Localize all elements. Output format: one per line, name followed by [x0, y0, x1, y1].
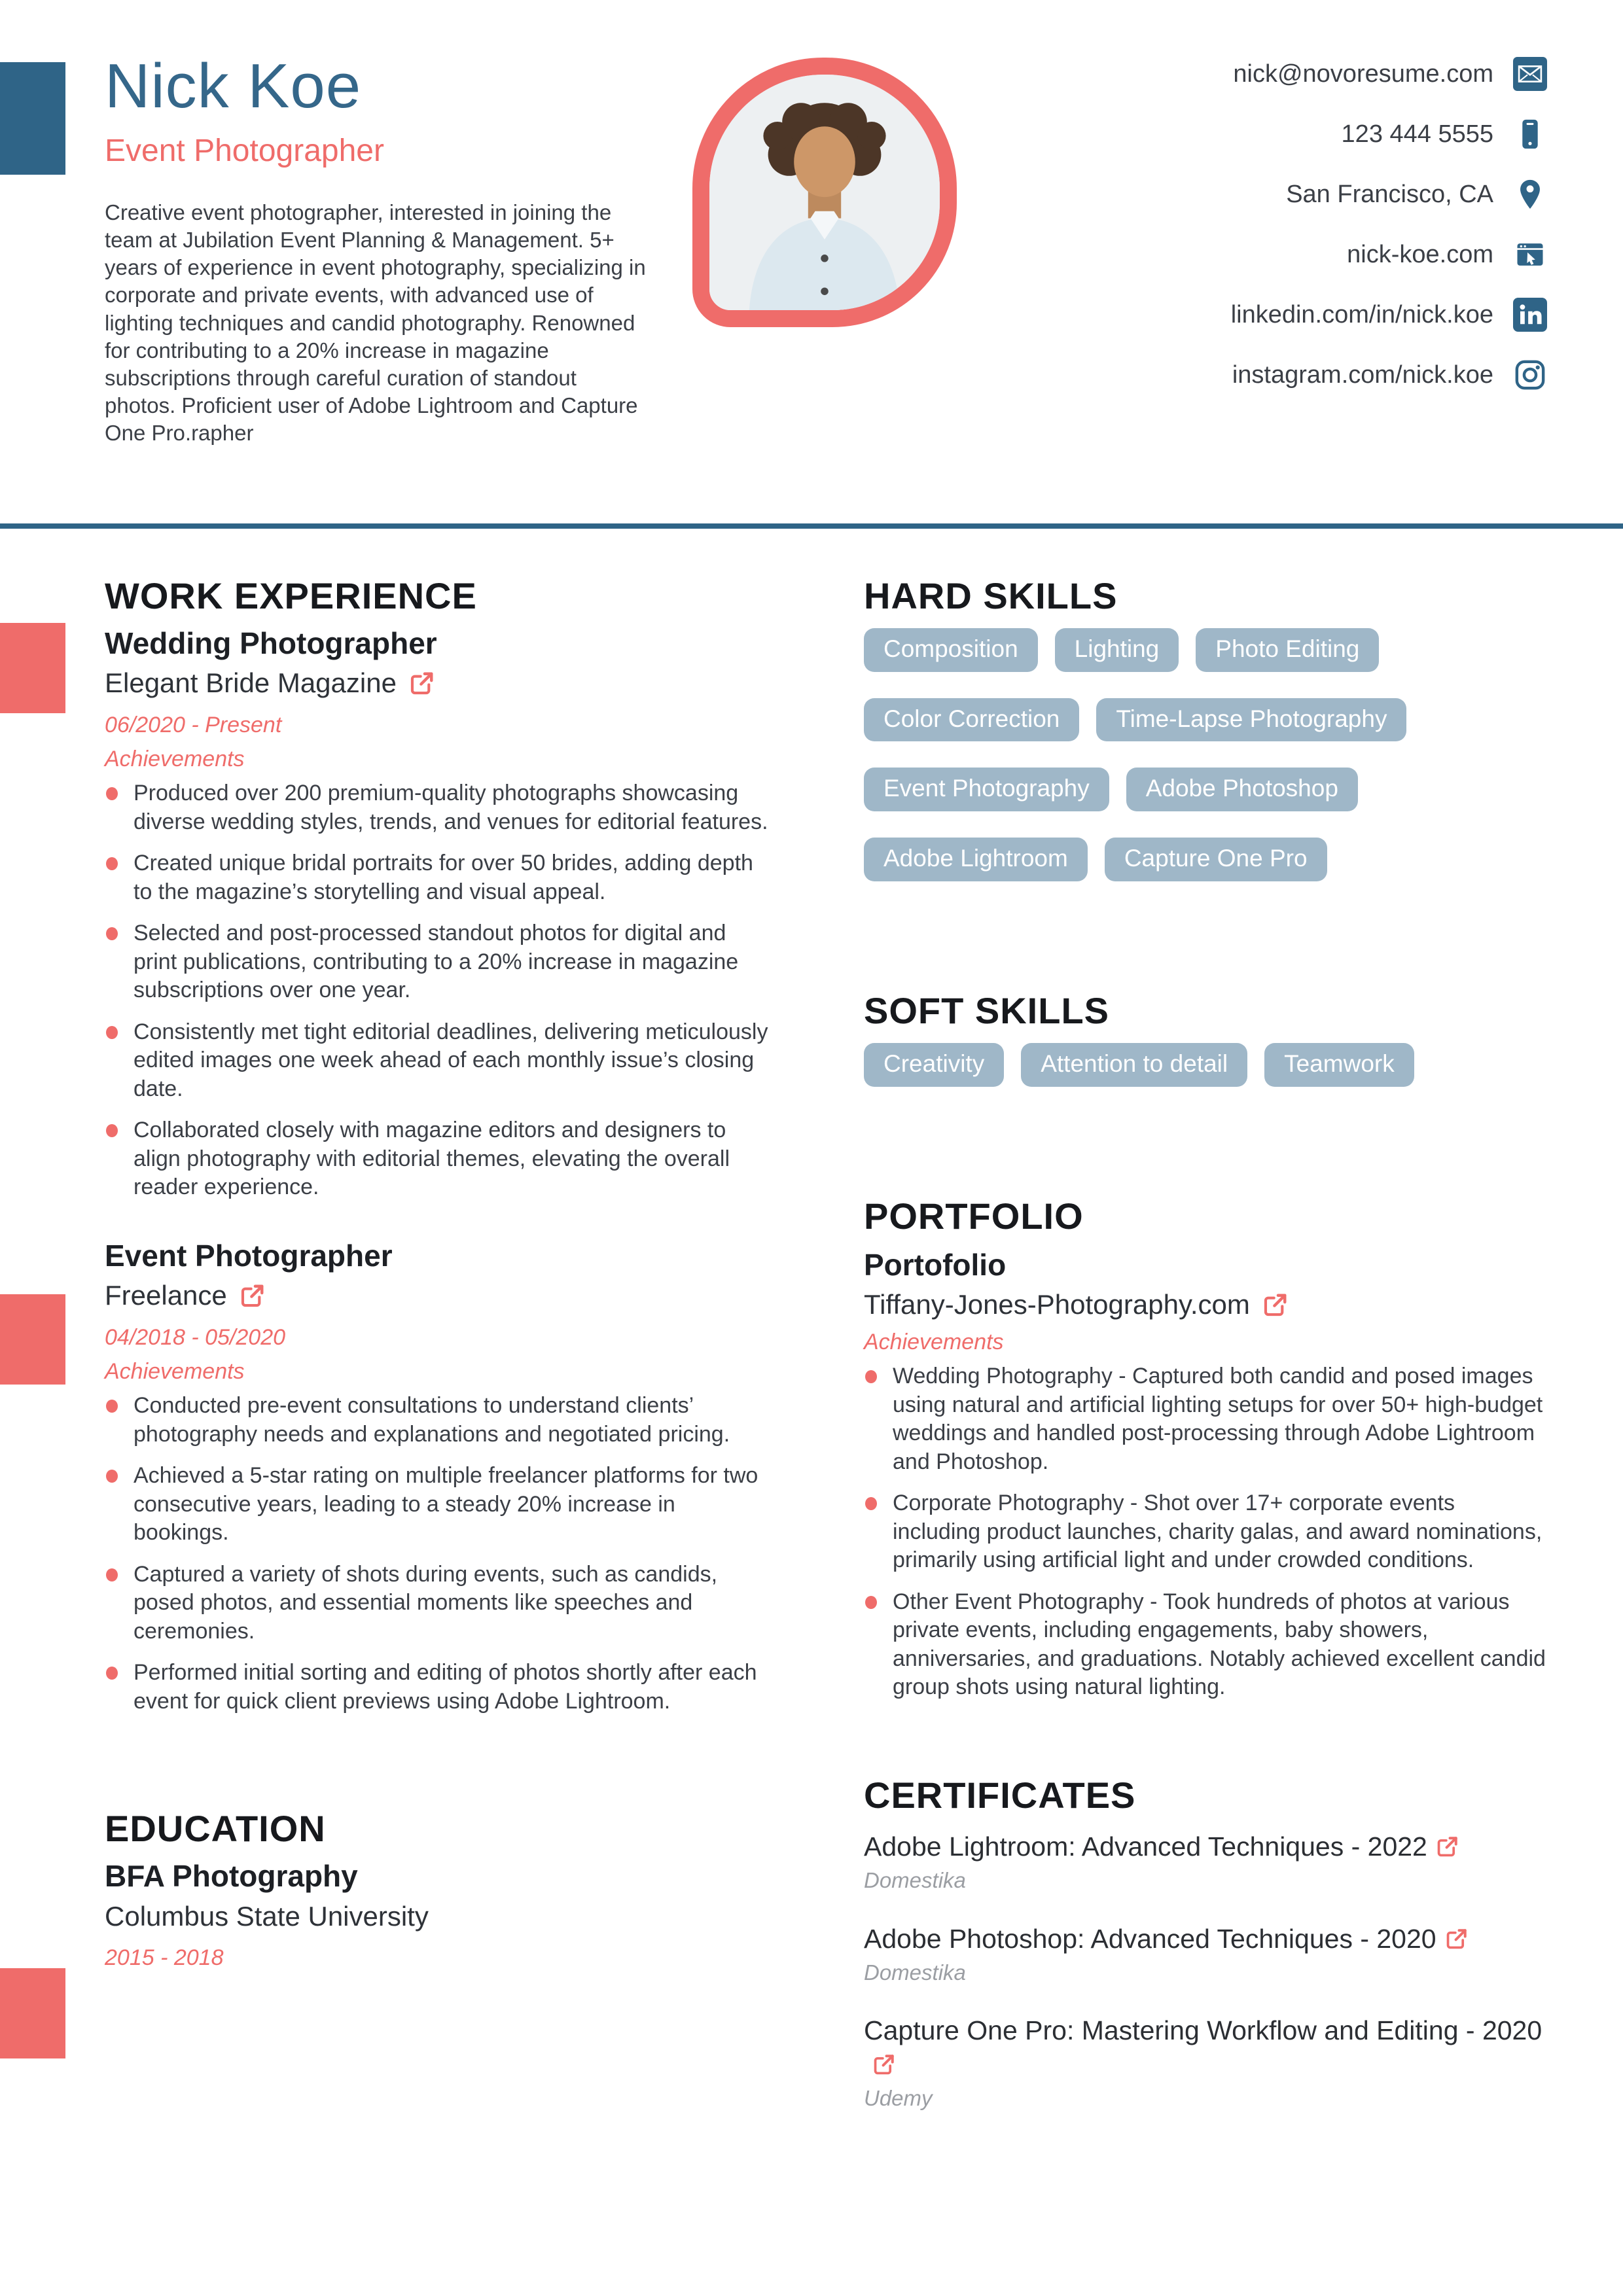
- education-entry: [105, 1858, 769, 1971]
- certificate-item: [864, 2014, 1548, 2111]
- skill-tag: Time-Lapse Photography: [1096, 698, 1406, 742]
- instagram-icon: [1513, 358, 1547, 392]
- certificate-title[interactable]: Adobe Photoshop: Advanced Techniques - 2020: [864, 1922, 1548, 1956]
- skill-tag: Photo Editing: [1196, 628, 1379, 672]
- skill-tag: Teamwork: [1264, 1043, 1414, 1087]
- accent-bar-blue: [0, 62, 65, 175]
- contact-linkedin[interactable]: [1231, 297, 1547, 332]
- achievement-bullet: Corporate Photography - Shot over 17+ corporate events including product launches, charity galas, and award nominations, primarily using artificial light and under crowded conditions.: [864, 1489, 1548, 1575]
- education-degree: BFA Photography: [105, 1859, 358, 1894]
- location-value[interactable]: San Francisco, CA: [1286, 180, 1493, 208]
- achievement-bullet: Captured a variety of shots during events, such as candids, posed photos, and essential moments like speeches and ceremonies.: [105, 1561, 769, 1646]
- portfolio-heading: PORTFOLIO: [864, 1195, 1084, 1237]
- certificate-issuer: Domestika: [864, 1960, 966, 1985]
- education-dates: 2015 - 2018: [105, 1945, 224, 1970]
- avatar: [709, 75, 940, 310]
- achievement-bullet: Selected and post-processed standout photos for digital and print publications, contributing to a 20% increase in magazine subscriptions over one year.: [105, 919, 769, 1005]
- phone-icon: [1513, 117, 1547, 151]
- achievement-bullet: Other Event Photography - Took hundreds of photos at various private events, including engagements, baby showers, anniversaries, and graduations. Notably achieved excellent candid group shots using natural lighting.: [864, 1588, 1548, 1702]
- work-experience-heading: WORK EXPERIENCE: [105, 575, 477, 616]
- job-achievements: [105, 779, 769, 1202]
- job-entry: [105, 626, 769, 1202]
- achievement-bullet: Achieved a 5-star rating on multiple freelancer platforms for two consecutive years, leading to a steady 20% increase in bookings.: [105, 1462, 769, 1547]
- portfolio-title: Portofolio: [864, 1247, 1007, 1282]
- job-company: Freelance: [105, 1280, 227, 1311]
- certificates-list: [864, 1830, 1548, 2111]
- job-dates: 04/2018 - 05/2020: [105, 1324, 286, 1350]
- email-icon: [1513, 57, 1547, 91]
- achievements-label: Achievements: [105, 747, 245, 772]
- job-achievements: [105, 1392, 769, 1716]
- external-link-icon[interactable]: [410, 671, 435, 696]
- external-link-icon[interactable]: [1436, 1835, 1459, 1858]
- hard-skills-tags: [864, 628, 1548, 881]
- profile-photo: [692, 58, 957, 327]
- skill-tag: Lighting: [1055, 628, 1179, 672]
- portfolio-link[interactable]: [864, 1288, 1548, 1321]
- profile-summary: Creative event photographer, interested in joining the team at Jubilation Event Planning & Management. 5+ years of experience in event photography, specializing in corporate and private events, with advanced use of lighting techniques and candid photography. Renowned for contributing to a 20% increase in magazine subscriptions through careful curation of standout photos. Proficient user of Adobe Lightroom and Capture One Pro.rapher: [105, 200, 646, 446]
- contact-location[interactable]: [1286, 177, 1547, 212]
- certificates-heading: CERTIFICATES: [864, 1774, 1136, 1816]
- skill-tag: Capture One Pro: [1105, 838, 1327, 881]
- achievement-bullet: Performed initial sorting and editing of photos shortly after each event for quick client previews using Adobe Lightroom.: [105, 1659, 769, 1716]
- accent-bar-red-education: [0, 1968, 65, 2058]
- skill-tag: Event Photography: [864, 768, 1109, 811]
- contact-instagram[interactable]: [1232, 357, 1547, 393]
- achievement-bullet: Consistently met tight editorial deadlines, delivering meticulously edited images one week ahead of each monthly issue’s closing date.: [105, 1018, 769, 1104]
- phone-value[interactable]: 123 444 5555: [1341, 120, 1493, 148]
- accent-bar-red-work: [0, 623, 65, 713]
- linkedin-value[interactable]: linkedin.com/in/nick.koe: [1230, 300, 1493, 328]
- skill-tag: Color Correction: [864, 698, 1079, 742]
- soft-skills-tags: [864, 1043, 1548, 1087]
- contact-phone[interactable]: [1342, 116, 1547, 152]
- achievements-label: Achievements: [864, 1330, 1004, 1355]
- person-title: Event Photographer: [105, 133, 384, 168]
- job-title: Wedding Photographer: [105, 626, 437, 661]
- skill-tag: Adobe Photoshop: [1126, 768, 1358, 811]
- header: [105, 51, 648, 448]
- soft-skills-heading: SOFT SKILLS: [864, 989, 1109, 1031]
- skill-tag: Creativity: [864, 1043, 1004, 1087]
- certificate-issuer: Udemy: [864, 2085, 933, 2110]
- achievement-bullet: Collaborated closely with magazine editors and designers to align photography with editorial themes, elevating the overall reader experience.: [105, 1116, 769, 1202]
- accent-bar-red-job2: [0, 1294, 65, 1385]
- education-school: Columbus State University: [105, 1900, 429, 1932]
- left-column: [105, 574, 769, 1971]
- header-divider: [0, 523, 1623, 529]
- external-link-icon[interactable]: [1446, 1928, 1468, 1950]
- portfolio-achievements: [864, 1362, 1548, 1702]
- certificate-item: [864, 1830, 1548, 1894]
- right-column: [864, 574, 1548, 2140]
- external-link-icon[interactable]: [240, 1283, 265, 1308]
- job-dates: 06/2020 - Present: [105, 712, 282, 737]
- linkedin-icon: [1513, 298, 1547, 332]
- website-icon: [1513, 238, 1547, 272]
- contact-website[interactable]: [1347, 237, 1547, 272]
- certificate-title[interactable]: Adobe Lightroom: Advanced Techniques - 2022: [864, 1830, 1548, 1863]
- certificate-title[interactable]: Capture One Pro: Mastering Workflow and Editing - 2020: [864, 2014, 1548, 2081]
- external-link-icon[interactable]: [873, 2053, 895, 2075]
- location-icon: [1513, 177, 1547, 211]
- achievement-bullet: Created unique bridal portraits for over 50 brides, adding depth to the magazine’s storytelling and visual appeal.: [105, 849, 769, 906]
- portfolio-url: Tiffany-Jones-Photography.com: [864, 1288, 1250, 1320]
- skill-tag: Composition: [864, 628, 1038, 672]
- certificate-item: [864, 1922, 1548, 1986]
- achievement-bullet: Produced over 200 premium-quality photographs showcasing diverse wedding styles, trends, and venues for editorial features.: [105, 779, 769, 836]
- achievements-label: Achievements: [105, 1359, 245, 1385]
- skill-tag: Adobe Lightroom: [864, 838, 1088, 881]
- education-heading: EDUCATION: [105, 1808, 326, 1850]
- contact-list: [1231, 56, 1547, 393]
- job-entry: [105, 1238, 769, 1716]
- achievement-bullet: Wedding Photography - Captured both candid and posed images using natural and artificial lighting setups for over 50+ high-budget weddings and handled post-processing through Adobe Lightroom and Photoshop.: [864, 1362, 1548, 1476]
- job-company-link[interactable]: [105, 667, 769, 699]
- certificate-issuer: Domestika: [864, 1868, 966, 1893]
- email-value[interactable]: nick@novoresume.com: [1233, 60, 1493, 88]
- external-link-icon[interactable]: [1263, 1292, 1288, 1317]
- instagram-value[interactable]: instagram.com/nick.koe: [1232, 361, 1493, 389]
- person-name: Nick Koe: [105, 51, 362, 121]
- job-title: Event Photographer: [105, 1238, 393, 1273]
- contact-email[interactable]: [1233, 56, 1547, 92]
- job-company: Elegant Bride Magazine: [105, 667, 397, 699]
- hard-skills-heading: HARD SKILLS: [864, 575, 1118, 616]
- skill-tag: Attention to detail: [1021, 1043, 1247, 1087]
- job-company-link[interactable]: [105, 1279, 769, 1312]
- achievement-bullet: Conducted pre-event consultations to understand clients’ photography needs and explanations and negotiated pricing.: [105, 1392, 769, 1449]
- website-value[interactable]: nick-koe.com: [1347, 240, 1493, 268]
